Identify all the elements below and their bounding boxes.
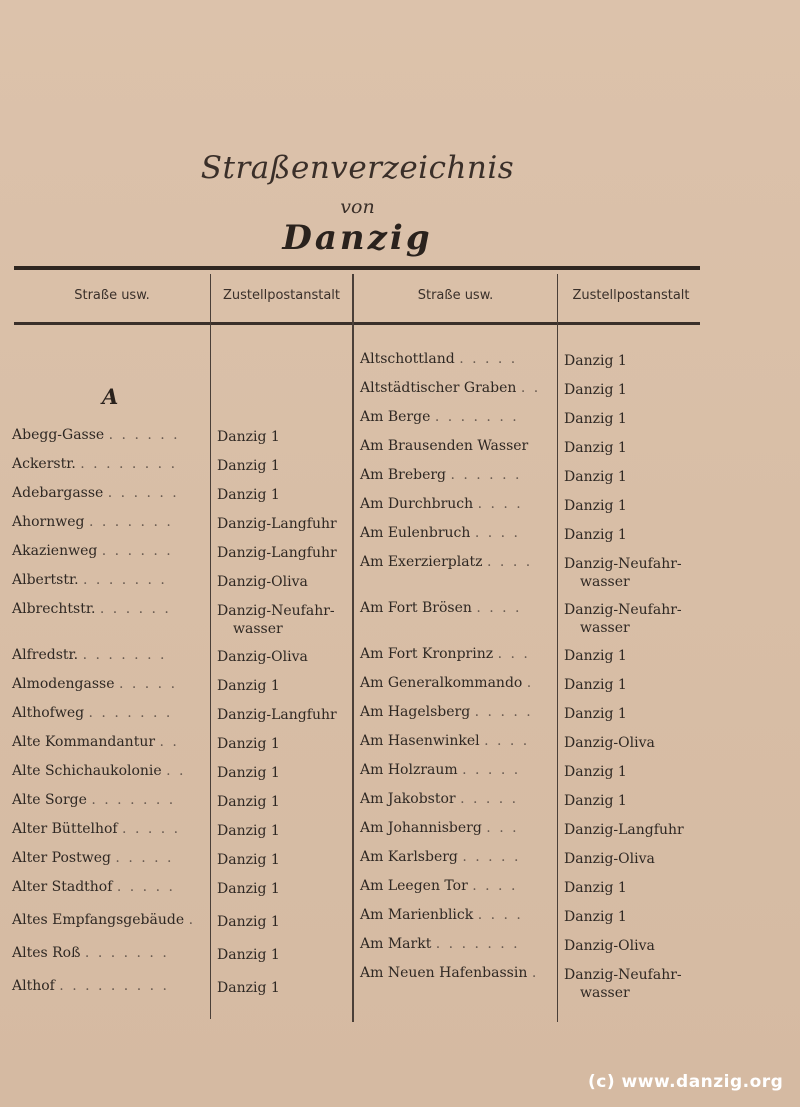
leader-dots: . bbox=[526, 675, 534, 691]
street-name-text: Akazienweg bbox=[12, 543, 98, 559]
leader-dots: . . . . . . bbox=[108, 427, 180, 443]
leader-dots: . . . . . bbox=[462, 849, 521, 865]
table-top-rule bbox=[14, 266, 700, 270]
leader-dots: . . bbox=[166, 763, 186, 779]
street-name-text: Alter Büttelhof bbox=[12, 821, 118, 837]
post-office bbox=[217, 946, 280, 964]
street-name-text: Alte Sorge bbox=[12, 792, 87, 808]
post-office-text-continued: wasser bbox=[580, 985, 630, 1001]
street-name bbox=[12, 911, 195, 929]
leader-dots: . . . . . . bbox=[107, 485, 179, 501]
post-office bbox=[217, 979, 280, 997]
street-name bbox=[12, 600, 171, 618]
post-office-text: Danzig-Oliva bbox=[217, 649, 308, 665]
street-name-text: Am Berge bbox=[360, 409, 431, 425]
street-name-text: Am Johannisberg bbox=[360, 820, 482, 836]
post-office-text: Danzig-Oliva bbox=[217, 574, 308, 590]
post-office bbox=[564, 410, 627, 428]
street-name-text: Am Holzraum bbox=[360, 762, 458, 778]
post-office-text: Danzig 1 bbox=[217, 458, 280, 474]
street-name bbox=[12, 646, 166, 664]
street-name-text: Althof bbox=[12, 978, 55, 994]
post-office-text: Danzig 1 bbox=[564, 880, 627, 896]
street-name bbox=[360, 674, 533, 692]
street-name-text: Am Hasenwinkel bbox=[360, 733, 480, 749]
street-name-text: Ahornweg bbox=[12, 514, 85, 530]
leader-dots: . . . . . bbox=[459, 351, 518, 367]
street-name-text: Almodengasse bbox=[12, 676, 115, 692]
street-name bbox=[360, 877, 517, 895]
leader-dots: . . . . bbox=[474, 525, 520, 541]
street-name bbox=[360, 848, 520, 866]
post-office bbox=[564, 468, 627, 486]
post-office bbox=[217, 793, 280, 811]
street-name-text: Am Fort Brösen bbox=[360, 600, 472, 616]
street-name-text: Abegg-Gasse bbox=[12, 427, 105, 443]
street-name bbox=[360, 761, 520, 779]
post-office bbox=[564, 763, 627, 781]
leader-dots: . . . . . . . bbox=[82, 647, 167, 663]
post-office bbox=[564, 601, 682, 637]
street-name bbox=[360, 732, 529, 750]
street-name bbox=[12, 944, 169, 962]
leader-dots: . . . . . . . . . bbox=[59, 978, 169, 994]
document-subtitle: von bbox=[340, 196, 375, 218]
post-office bbox=[217, 735, 280, 753]
street-name bbox=[360, 524, 520, 542]
leader-dots: . . . . bbox=[484, 733, 530, 749]
post-office bbox=[564, 497, 627, 515]
document-title: Straßenverzeichnis bbox=[200, 150, 515, 186]
post-office-text: Danzig-Langfuhr bbox=[217, 545, 337, 561]
leader-dots: . . . . . . . bbox=[434, 409, 519, 425]
leader-dots: . . . . . bbox=[474, 704, 533, 720]
street-name bbox=[12, 455, 177, 473]
street-name-text: Am Jakobstor bbox=[360, 791, 456, 807]
post-office-text: Danzig 1 bbox=[217, 678, 280, 694]
post-office bbox=[564, 705, 627, 723]
post-office-text-continued: wasser bbox=[580, 574, 630, 590]
post-office-text: Danzig 1 bbox=[564, 498, 627, 514]
street-name bbox=[12, 820, 180, 838]
post-office-text: Danzig-Oliva bbox=[564, 851, 655, 867]
post-office bbox=[564, 821, 684, 839]
post-office-text: Danzig 1 bbox=[564, 706, 627, 722]
post-office-text: Danzig 1 bbox=[217, 980, 280, 996]
post-office-text: Danzig 1 bbox=[217, 947, 280, 963]
leader-dots: . bbox=[188, 912, 196, 928]
street-name-text: Am Karlsberg bbox=[360, 849, 458, 865]
street-name bbox=[360, 437, 528, 455]
post-office-text: Danzig 1 bbox=[564, 648, 627, 664]
street-name-text: Albrechtstr. bbox=[12, 601, 96, 617]
column-header-street: Straße usw. bbox=[417, 288, 494, 303]
leader-dots: . . . . . bbox=[116, 879, 175, 895]
street-name bbox=[360, 408, 519, 426]
leader-dots: . . . . . . . bbox=[435, 936, 520, 952]
street-name-text: Altes Empfangsgebäude bbox=[12, 912, 185, 928]
street-name-text: Am Markt bbox=[360, 936, 432, 952]
post-office bbox=[217, 913, 280, 931]
column-divider bbox=[352, 274, 354, 1022]
column-divider bbox=[557, 274, 558, 1022]
street-name-text: Ackerstr. bbox=[12, 456, 76, 472]
leader-dots: . . . . . bbox=[460, 791, 519, 807]
street-name-text: Am Generalkommando bbox=[360, 675, 523, 691]
street-name bbox=[12, 977, 169, 995]
post-office-text: Danzig 1 bbox=[217, 914, 280, 930]
street-name-text: Althofweg bbox=[12, 705, 85, 721]
column-header-street: Straße usw. bbox=[74, 288, 150, 303]
leader-dots: . . . . bbox=[476, 600, 522, 616]
post-office-text: Danzig-Langfuhr bbox=[217, 516, 337, 532]
post-office-text: Danzig-Neufahr- bbox=[564, 967, 682, 983]
post-office-text: Danzig 1 bbox=[217, 765, 280, 781]
post-office bbox=[564, 792, 627, 810]
post-office bbox=[217, 880, 280, 898]
post-office-text: Danzig-Langfuhr bbox=[217, 707, 337, 723]
city-title: Danzig bbox=[282, 218, 433, 258]
street-name bbox=[360, 790, 518, 808]
street-name-text: Adebargasse bbox=[12, 485, 104, 501]
street-name bbox=[360, 350, 517, 368]
post-office bbox=[217, 764, 280, 782]
leader-dots: . . . . . bbox=[115, 850, 174, 866]
leader-dots: . . . . bbox=[477, 907, 523, 923]
street-name bbox=[12, 571, 167, 589]
street-name bbox=[12, 426, 180, 444]
column-header-office: Zustellpostanstalt bbox=[572, 288, 690, 303]
post-office bbox=[217, 573, 308, 591]
table-header-rule bbox=[14, 322, 700, 325]
post-office-text: Danzig 1 bbox=[564, 527, 627, 543]
leader-dots: . . bbox=[159, 734, 179, 750]
street-name bbox=[360, 906, 523, 924]
post-office-text: Danzig 1 bbox=[564, 353, 627, 369]
street-name bbox=[360, 819, 519, 837]
post-office bbox=[217, 428, 280, 446]
street-name bbox=[12, 878, 175, 896]
street-name-text: Alter Stadthof bbox=[12, 879, 113, 895]
street-name-text: Am Neuen Hafenbassin bbox=[360, 965, 528, 981]
street-name-text: Alte Kommandantur bbox=[12, 734, 156, 750]
leader-dots: . . . . . . . bbox=[84, 945, 169, 961]
leader-dots: . . . . . . . . bbox=[80, 456, 178, 472]
post-office bbox=[564, 966, 682, 1002]
street-name-text: Albertstr. bbox=[12, 572, 79, 588]
post-office bbox=[217, 486, 280, 504]
column-header-office: Zustellpostanstalt bbox=[222, 288, 341, 303]
street-name bbox=[12, 704, 172, 722]
street-name-text: Am Breberg bbox=[360, 467, 447, 483]
post-office-text-continued: wasser bbox=[233, 621, 283, 637]
street-name-text: Am Leegen Tor bbox=[360, 878, 468, 894]
post-office bbox=[564, 676, 627, 694]
post-office-text: Danzig 1 bbox=[564, 909, 627, 925]
leader-dots: . . . . . bbox=[122, 821, 181, 837]
street-name-text: Am Marienblick bbox=[360, 907, 474, 923]
street-name bbox=[360, 495, 523, 513]
leader-dots: . . . . . bbox=[462, 762, 521, 778]
leader-dots: . . . . bbox=[477, 496, 523, 512]
post-office bbox=[564, 352, 627, 370]
post-office bbox=[217, 706, 337, 724]
leader-dots: . . . . . . . bbox=[83, 572, 167, 588]
street-name bbox=[12, 762, 186, 780]
post-office bbox=[217, 648, 308, 666]
post-office-text: Danzig 1 bbox=[217, 852, 280, 868]
post-office bbox=[217, 515, 337, 533]
post-office bbox=[217, 602, 335, 638]
street-name bbox=[12, 791, 175, 809]
leader-dots: . . . . . bbox=[118, 676, 178, 692]
post-office bbox=[564, 734, 655, 752]
street-name bbox=[360, 645, 530, 663]
leader-dots: . . . . . . bbox=[101, 543, 173, 559]
post-office-text: Danzig-Langfuhr bbox=[564, 822, 684, 838]
post-office bbox=[217, 457, 280, 475]
leader-dots: . . . bbox=[497, 646, 530, 662]
street-name bbox=[12, 542, 173, 560]
street-name bbox=[360, 703, 533, 721]
street-name bbox=[360, 964, 538, 982]
post-office bbox=[564, 850, 655, 868]
post-office-text: Danzig 1 bbox=[217, 487, 280, 503]
street-name bbox=[12, 675, 177, 693]
post-office-text: Danzig-Neufahr- bbox=[217, 603, 335, 619]
post-office-text: Danzig 1 bbox=[564, 440, 627, 456]
post-office-text: Danzig 1 bbox=[217, 823, 280, 839]
street-name bbox=[12, 484, 179, 502]
post-office-text: Danzig-Neufahr- bbox=[564, 556, 682, 572]
leader-dots: . . . . bbox=[472, 878, 518, 894]
street-name bbox=[360, 466, 521, 484]
street-name-text: Alter Postweg bbox=[12, 850, 111, 866]
street-name-text: Am Exerzierplatz bbox=[360, 554, 483, 570]
post-office-text: Danzig 1 bbox=[564, 382, 627, 398]
leader-dots: . . bbox=[520, 380, 541, 396]
leader-dots: . . . . . . . bbox=[88, 514, 173, 530]
street-name bbox=[360, 935, 520, 953]
post-office bbox=[564, 879, 627, 897]
leader-dots: . . . . bbox=[487, 554, 533, 570]
post-office bbox=[564, 555, 682, 591]
post-office bbox=[564, 937, 655, 955]
post-office-text: Danzig 1 bbox=[217, 794, 280, 810]
street-name-text: Alfredstr. bbox=[12, 647, 79, 663]
post-office bbox=[217, 851, 280, 869]
post-office-text-continued: wasser bbox=[580, 620, 630, 636]
post-office bbox=[564, 908, 627, 926]
leader-dots: . bbox=[531, 965, 539, 981]
leader-dots: . . . bbox=[486, 820, 519, 836]
street-name bbox=[360, 379, 540, 397]
post-office bbox=[217, 544, 337, 562]
street-name-text: Am Hagelsberg bbox=[360, 704, 471, 720]
street-name-text: Altschottland bbox=[360, 351, 455, 367]
street-name bbox=[360, 599, 522, 617]
street-name-text: Am Fort Kronprinz bbox=[360, 646, 494, 662]
street-name-text: Am Eulenbruch bbox=[360, 525, 471, 541]
street-name-text: Am Durchbruch bbox=[360, 496, 474, 512]
post-office bbox=[564, 439, 627, 457]
leader-dots: . . . . . . . bbox=[91, 792, 176, 808]
street-name-text: Am Brausenden Wasser bbox=[360, 438, 529, 454]
street-name-text: Alte Schichaukolonie bbox=[12, 763, 162, 779]
post-office-text: Danzig 1 bbox=[564, 469, 627, 485]
post-office-text: Danzig-Oliva bbox=[564, 938, 655, 954]
post-office-text: Danzig-Neufahr- bbox=[564, 602, 682, 618]
post-office bbox=[564, 647, 627, 665]
post-office bbox=[217, 677, 280, 695]
post-office-text: Danzig 1 bbox=[217, 881, 280, 897]
post-office-text: Danzig-Oliva bbox=[564, 735, 655, 751]
post-office bbox=[564, 526, 627, 544]
street-name bbox=[12, 733, 179, 751]
post-office bbox=[217, 822, 280, 840]
copyright-watermark: (c) www.danzig.org bbox=[588, 1072, 784, 1092]
street-name bbox=[360, 553, 532, 571]
street-name-text: Altes Roß bbox=[12, 945, 81, 961]
column-divider bbox=[210, 274, 211, 1019]
street-name bbox=[12, 849, 173, 867]
leader-dots: . . . . . . bbox=[99, 601, 171, 617]
street-name-text: Altstädtischer Graben bbox=[360, 380, 517, 396]
leader-dots: . . . . . . bbox=[450, 467, 522, 483]
post-office-text: Danzig 1 bbox=[564, 764, 627, 780]
post-office-text: Danzig 1 bbox=[217, 429, 280, 445]
post-office-text: Danzig 1 bbox=[564, 411, 627, 427]
post-office-text: Danzig 1 bbox=[564, 677, 627, 693]
street-name bbox=[12, 513, 173, 531]
post-office bbox=[564, 381, 627, 399]
section-letter: A bbox=[102, 384, 119, 409]
leader-dots: . . . . . . . bbox=[88, 705, 173, 721]
post-office-text: Danzig 1 bbox=[217, 736, 280, 752]
post-office-text: Danzig 1 bbox=[564, 793, 627, 809]
